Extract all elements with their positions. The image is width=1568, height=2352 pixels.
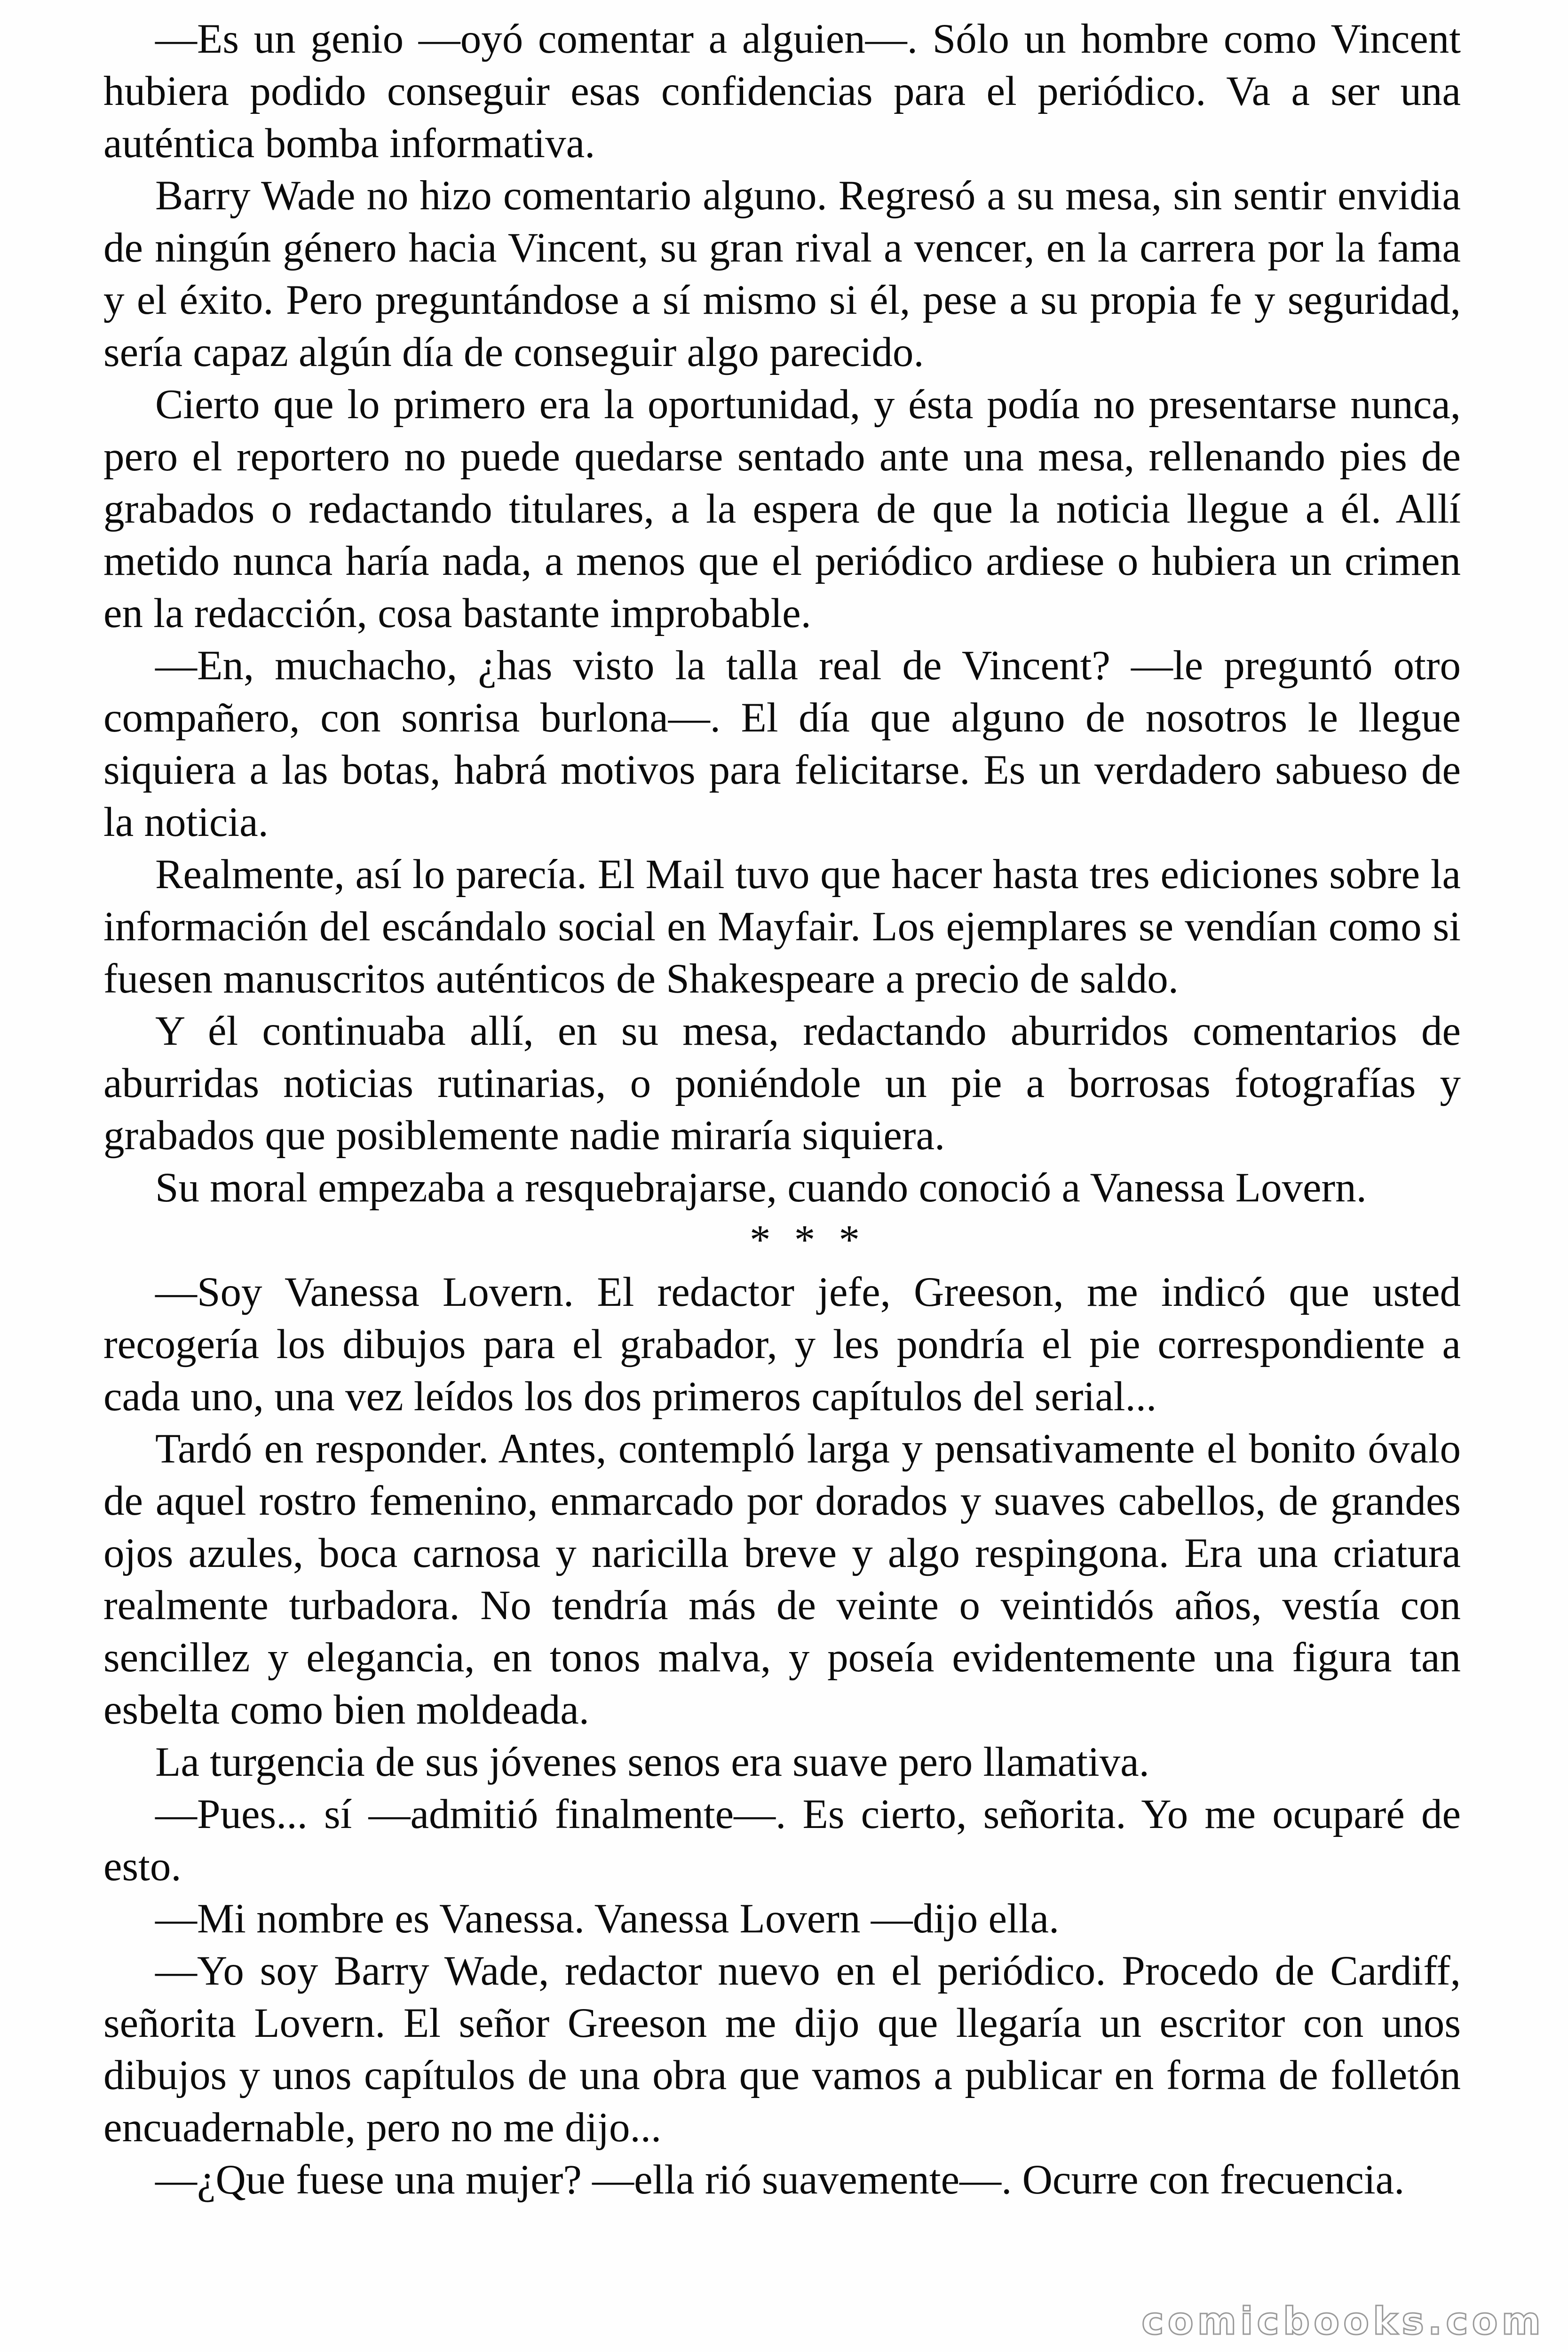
paragraph: Barry Wade no hizo comentario alguno. Regresó a su mesa, sin sentir envidia de ningún género hacia Vincent, su gran rival a vencer, en la carrera por la fama y el éxito. Pero preguntándose a sí mismo si él, pese a su propia fe y seguridad, sería capaz algún día de conseguir algo parecido. (103, 173, 1461, 375)
paragraph: —Pues... sí —admitió finalmente—. Es cierto, señorita. Yo me ocuparé de esto. (103, 1791, 1461, 1890)
paragraph: —Mi nombre es Vanessa. Vanessa Lovern —dijo ella. (155, 1896, 1060, 1942)
paragraph: La turgencia de sus jóvenes senos era suave pero llamativa. (155, 1739, 1149, 1785)
book-page (103, 13, 1461, 2206)
paragraph: Tardó en responder. Antes, contempló larga y pensativamente el bonito óvalo de aquel rostro femenino, enmarcado por dorados y suaves cabellos, de grandes ojos azules, boca carnosa y naricilla breve y algo respingona. Era una criatura realmente turbadora. No tendría más de veinte o veintidós años, vestía con sencillez y elegancia, en tonos malva, y poseía evidentemente una figura tan esbelta como bien moldeada. (103, 1426, 1461, 1733)
paragraph: Y él continuaba allí, en su mesa, redactando aburridos comentarios de aburridas noticias rutinarias, o poniéndole un pie a borrosas fotografías y grabados que posiblemente nadie miraría siquiera. (103, 1008, 1461, 1159)
paragraph: Realmente, así lo parecía. El Mail tuvo que hacer hasta tres ediciones sobre la información del escándalo social en Mayfair. Los ejemplares se vendían como si fuesen manuscritos auténticos de Shakespeare a precio de saldo. (103, 851, 1461, 1002)
paragraph: —Es un genio —oyó comentar a alguien—. Sólo un hombre como Vincent hubiera podido conseguir esas confidencias para el periódico. Va a ser una auténtica bomba informativa. (103, 16, 1461, 167)
paragraph: —En, muchacho, ¿has visto la talla real de Vincent? —le preguntó otro compañero, con sonrisa burlona—. El día que alguno de nosotros le llegue siquiera a las botas, habrá motivos para felicitarse. Es un verdadero sabueso de la noticia. (103, 643, 1461, 845)
paragraph: —¿Que fuese una mujer? —ella rió suavemente—. Ocurre con frecuencia. (155, 2157, 1405, 2203)
watermark: comicbooks.com (1141, 2299, 1544, 2343)
paragraph: —Soy Vanessa Lovern. El redactor jefe, Greeson, me indicó que usted recogería los dibujos para el grabador, y les pondría el pie correspondiente a cada uno, una vez leídos los dos primeros capítulos del serial... (103, 1269, 1461, 1420)
section-separator: * * * (750, 1217, 866, 1263)
paragraph: Su moral empezaba a resquebrajarse, cuando conoció a Vanessa Lovern. (155, 1165, 1367, 1211)
paragraph: —Yo soy Barry Wade, redactor nuevo en el periódico. Procedo de Cardiff, señorita Lovern. El señor Greeson me dijo que llegaría un escritor con unos dibujos y unos capítulos de una obra que vamos a publicar en forma de folletón encuadernable, pero no me dijo... (103, 1948, 1461, 2151)
paragraph: Cierto que lo primero era la oportunidad, y ésta podía no presentarse nunca, pero el reportero no puede quedarse sentado ante una mesa, rellenando pies de grabados o redactando titulares, a la espera de que la noticia llegue a él. Allí metido nunca haría nada, a menos que el periódico ardiese o hubiera un crimen en la redacción, cosa bastante improbable. (103, 381, 1461, 636)
